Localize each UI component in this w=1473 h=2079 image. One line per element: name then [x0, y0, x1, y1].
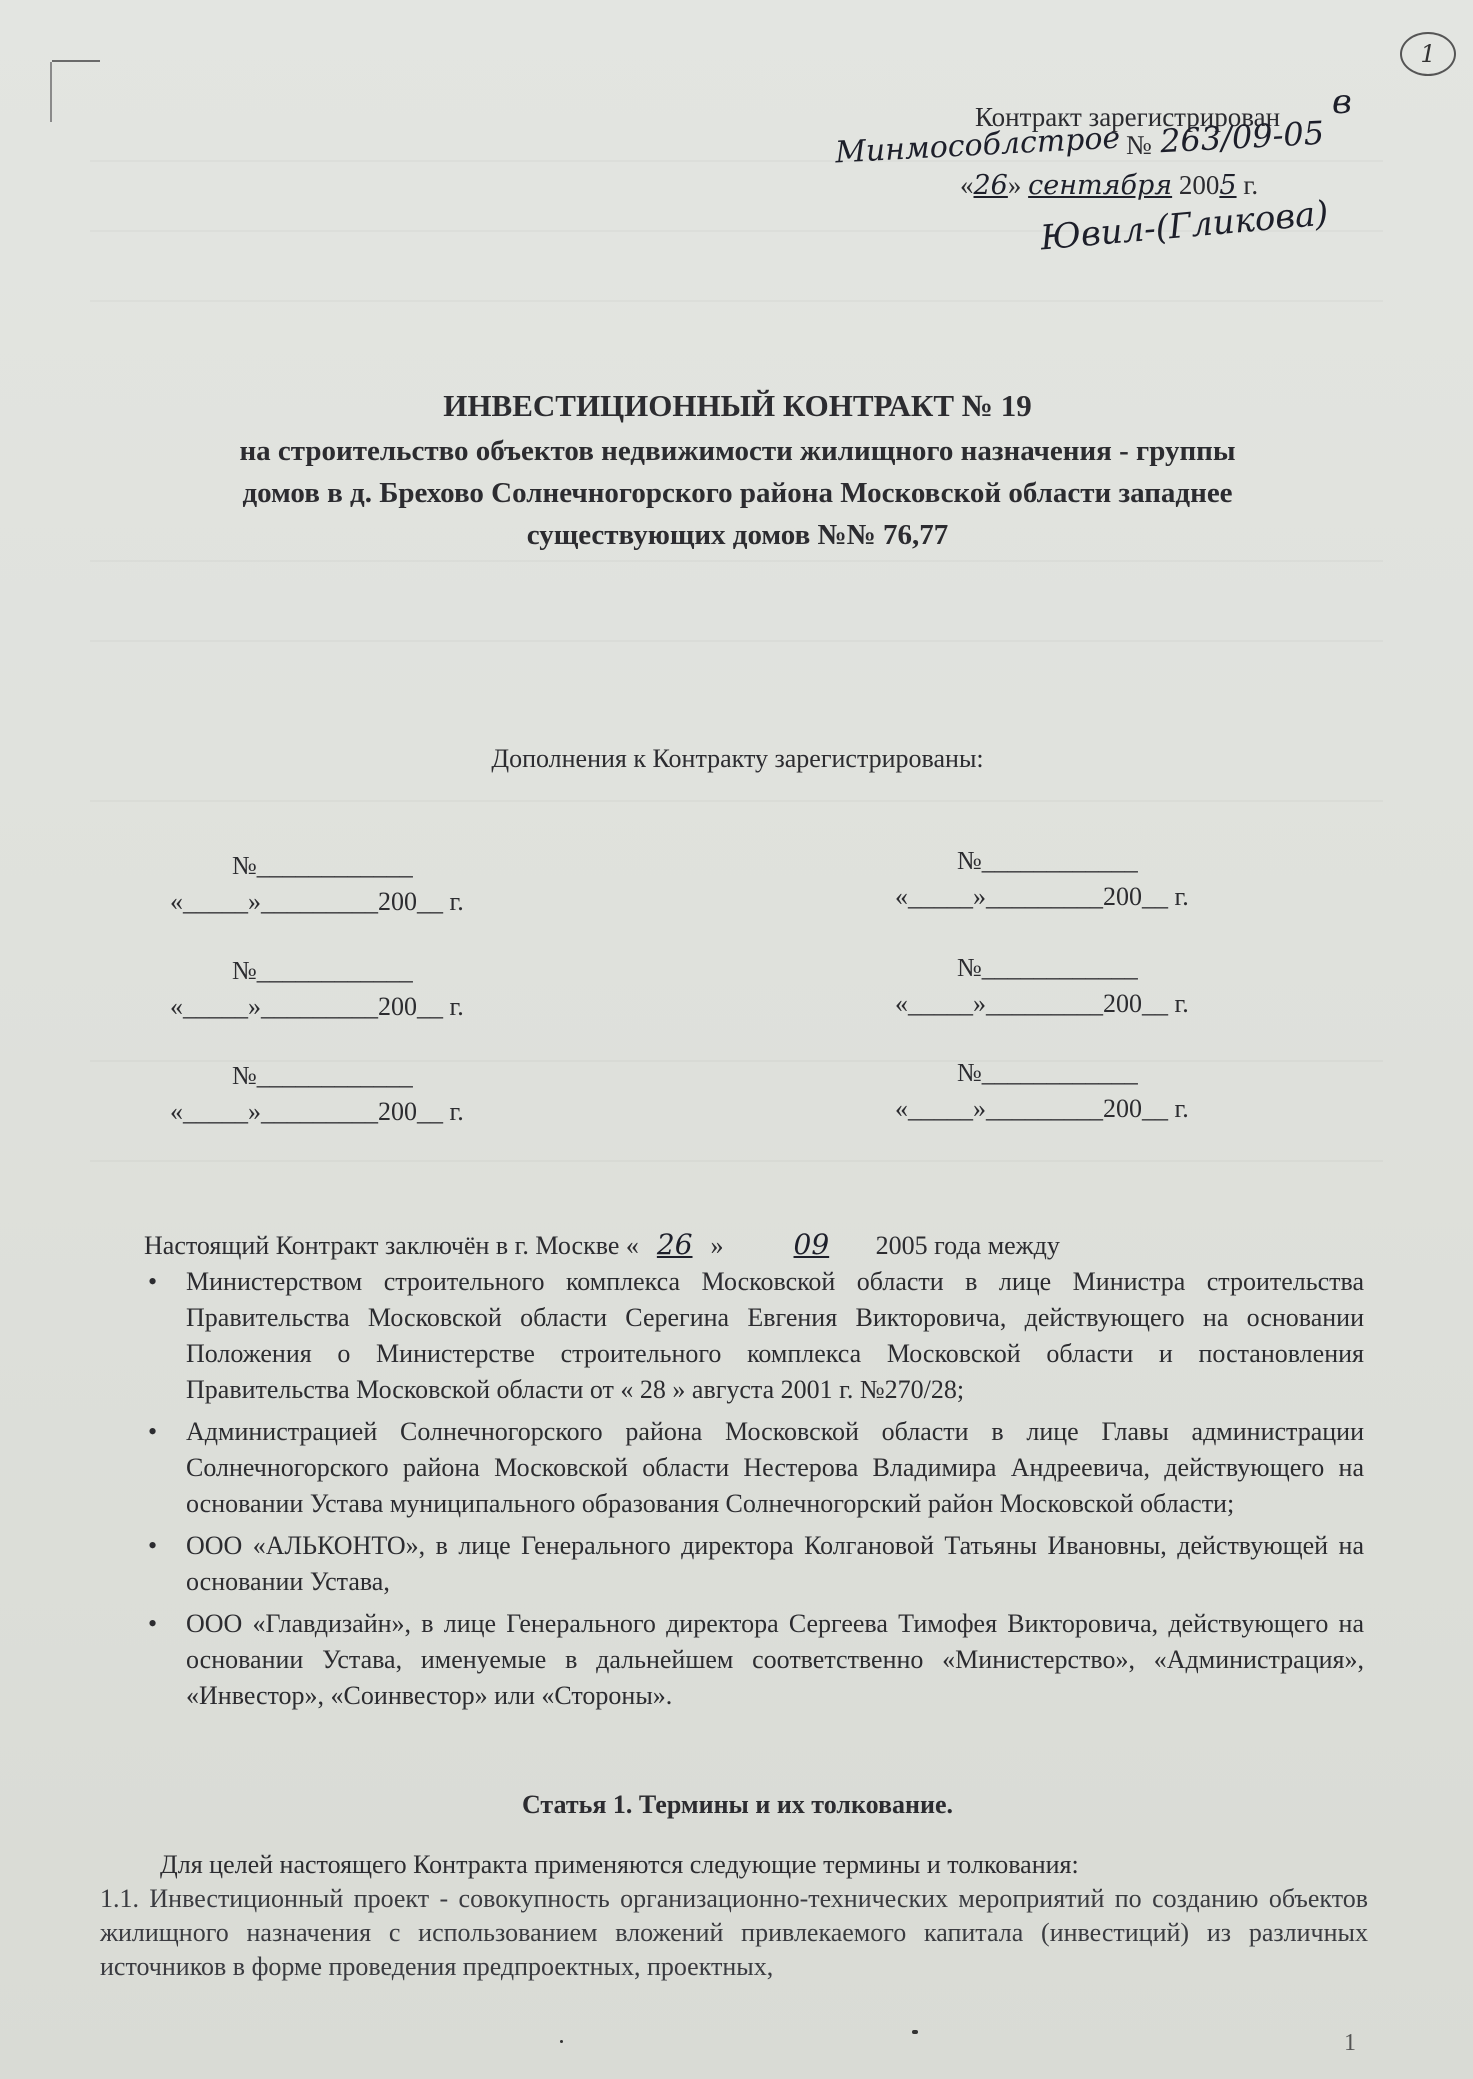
circled-page-number-text: 1 — [1420, 40, 1436, 68]
terms-intro: Для целей настоящего Контракта применяются следующие термины и толкования: — [160, 1850, 1079, 1879]
addition-number-line: №____________ — [232, 956, 413, 985]
speck-mark — [560, 2040, 563, 2043]
party-item: • ООО «Главдизайн», в лице Генерального директора Сергеева Тимофея Викторовича, действующего на основании Устава, именуемые в дальнейшем соответственно «Министерство», «Администрация», «Инвестор», «Соинвестор» или «Стороны». — [144, 1606, 1364, 1714]
registration-label: Контракт зарегистрирован — [975, 102, 1281, 132]
addition-entry — [895, 843, 1315, 915]
speck-mark — [912, 2030, 918, 2034]
addition-date-line: «_____»_________200__ г. — [895, 1094, 1189, 1123]
addition-number-line: №____________ — [957, 1058, 1138, 1087]
party-item: • Министерством строительного комплекса Московской области в лице Министра строительства Правительства Московской области Серегина Евгения Викторовича, действующего на основании Положения о Министерстве строительного комплекса Московской области и постановления Правительства Московской области от « 28 » августа 2001 г. №270/28; — [144, 1264, 1364, 1408]
registration-date-close-quote: » — [1007, 170, 1022, 200]
parties-list — [144, 1264, 1364, 1720]
term-paragraph: 1.1. Инвестиционный проект - совокупность организационно-технических мероприятий по созданию объектов жилищного назначения с использованием вложений привлекаемого капитала (инвестиций) из различных источников в форме проведения предпроектных, проектных, — [100, 1884, 1368, 1981]
bleed-through-line — [90, 1160, 1383, 1162]
contract-title: ИНВЕСТИЦИОННЫЙ КОНТРАКТ № 19 — [443, 388, 1032, 423]
addition-date-line: «_____»_________200__ г. — [895, 989, 1189, 1018]
addition-number-line: №____________ — [232, 1061, 413, 1090]
addition-entry — [170, 1058, 590, 1130]
addition-date-line: «_____»_________200__ г. — [170, 1097, 464, 1126]
registration-signature: Ювил-(Гликова) — [1038, 193, 1331, 259]
registration-date — [960, 170, 1258, 201]
bleed-through-line — [90, 800, 1383, 802]
contract-intro — [144, 1228, 1060, 1261]
registration-handwritten-ministry: Минмособлстрое — [834, 120, 1122, 171]
contract-intro-prefix: Настоящий Контракт заключён в г. Москве « — [144, 1231, 639, 1260]
addition-entry — [895, 950, 1315, 1022]
contract-subtitle — [100, 430, 1375, 556]
bleed-through-line — [90, 560, 1383, 562]
contract-intro-handwritten-day: 26 — [656, 1228, 693, 1261]
bleed-through-line — [90, 300, 1383, 302]
addition-entry — [170, 848, 590, 920]
contract-intro-handwritten-month: 09 — [793, 1228, 830, 1261]
bleed-through-line — [90, 160, 1383, 162]
contract-subtitle-line: домов в д. Брехово Солнечногорского района Московской области западнее — [242, 477, 1233, 509]
addition-number-line: №____________ — [957, 953, 1138, 982]
registration-number-label: № — [1126, 130, 1152, 160]
corner-staple-mark — [52, 60, 100, 62]
addition-entry — [895, 1055, 1315, 1127]
addition-number-line: №____________ — [957, 846, 1138, 875]
addition-number-line: №____________ — [232, 851, 413, 880]
registration-date-open-quote: « — [960, 170, 974, 200]
contract-intro-middle: » — [710, 1231, 724, 1260]
addition-date-line: «_____»_________200__ г. — [170, 992, 464, 1021]
addition-entry — [170, 953, 590, 1025]
contract-subtitle-line: существующих домов №№ 76,77 — [526, 519, 949, 551]
registration-year-prefix: 200 — [1178, 170, 1220, 200]
registration-handwritten-number: 263/09-05 — [1159, 113, 1325, 161]
bleed-through-line — [90, 640, 1383, 642]
registration-handwritten-year-digit: 5 — [1219, 170, 1237, 201]
contract-intro-suffix: 2005 года между — [875, 1231, 1060, 1260]
additions-heading: Дополнения к Контракту зарегистрированы: — [491, 744, 984, 773]
article-heading: Статья 1. Термины и их толкование. — [521, 1790, 954, 1819]
party-item: • ООО «АЛЬКОНТО», в лице Генерального директора Колгановой Татьяны Ивановны, действующей на основании Устава, — [144, 1528, 1364, 1600]
registration-handwritten-month: сентября — [1028, 170, 1173, 201]
page-number: 1 — [1344, 2030, 1356, 2056]
registration-handwritten-day: 26 — [973, 170, 1008, 201]
corner-staple-mark — [50, 62, 52, 122]
circled-page-number — [1400, 32, 1456, 76]
registration-year-suffix: г. — [1243, 170, 1259, 200]
contract-subtitle-line: на строительство объектов недвижимости жилищного назначения - группы — [239, 435, 1236, 467]
party-item: • Администрацией Солнечногорского района Московской области в лице Главы администрации Солнечногорского района Московской области Нестерова Владимира Андреевича, действующего на основании Устава муниципального образования Солнечногорский район Московской области; — [144, 1414, 1364, 1522]
registration-handwritten-in: в — [1332, 82, 1352, 122]
addition-date-line: «_____»_________200__ г. — [895, 882, 1189, 911]
addition-date-line: «_____»_________200__ г. — [170, 887, 464, 916]
